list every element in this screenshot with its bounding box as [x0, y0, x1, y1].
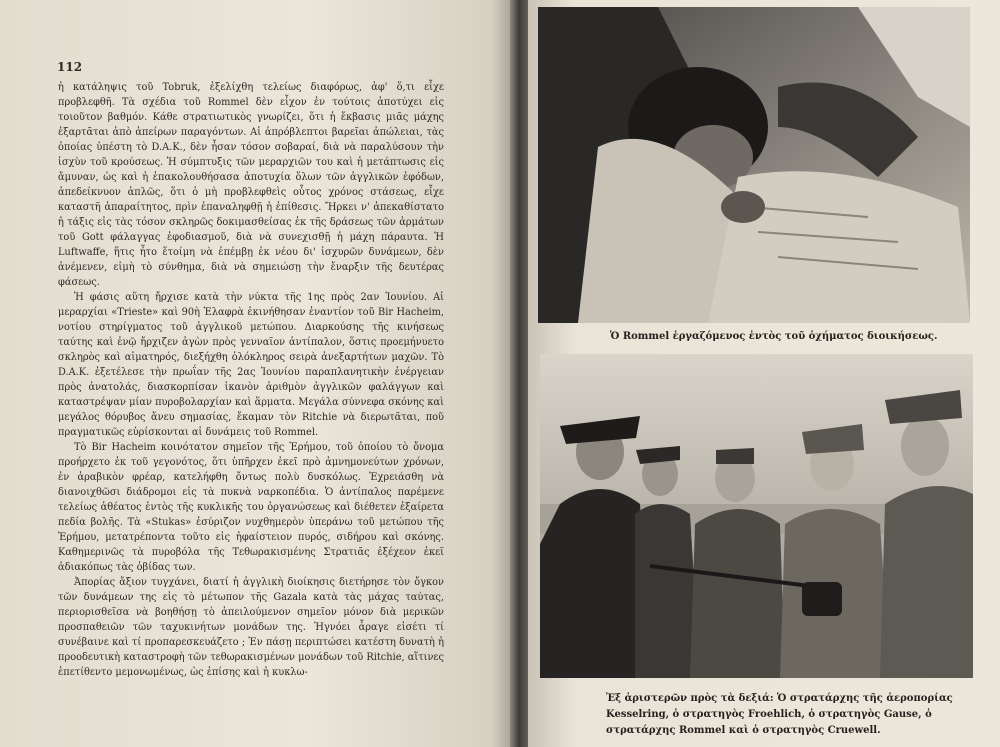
photo-caption-top: Ὁ Rommel ἐργαζόμενος ἐντὸς τοῦ ὀχήματος διοικήσεως. — [610, 331, 938, 342]
caption-line: Ἐξ ἀριστερῶν πρὸς τὰ δεξιά: Ὁ στρατάρχης τῆς ἀεροπορίας — [606, 693, 953, 704]
caption-line: Kesselring, ὁ στρατηγὸς Froehlich, ὁ στρατηγὸς Gause, ὁ — [606, 709, 932, 720]
page-number: 112 — [57, 60, 83, 74]
book-gutter — [510, 0, 530, 747]
photo-rommel-map — [538, 7, 970, 323]
paragraph: Τὸ Bir Hacheim κοινότατον σημεῖον τῆς Ἐρήμου, τοῦ ὁποίου τὸ ὄνομα προήρχετο ἐκ τοῦ γεγονότος, ὅτι ὑπῆρχεν ἐκεῖ πρὸ ἀμνημονεύτων χρόνων, ἐν ἀραβικὸν φρέαρ, κατελήφθη ὄντως πολὺ δυσκόλως. Ἐχρειάσθη νὰ διανοιχθῶσι διάδρομοι εἰς τὰ πυκνὰ ναρκοπέδια. Ὁ ἀντίπαλος παρέμενε τελείως ἀθέατος ἐντὸς τῆς κυκλικῆς του ὀργανώσεως καὶ διέθετεν ἐξαίρετα πεδία βολῆς. Τὰ «Stukas» ἐσύριζον νυχθημερὸν ὑπεράνω τοῦ μετώπου τῆς Ἐρήμου, μετατρέποντα τοῦτο εἰς ἡφαίστειον πυρός, σιδήρου καὶ σκόνης. Καθημερινῶς τὰ πυροβόλα τῆς Τεθωρακισμένης Στρατιᾶς ἐξέχεον ἐκεῖ ἀδιακόπως τὰς ὀβίδας των. — [58, 442, 444, 573]
paragraph: ἡ κατάληψις τοῦ Tobruk, ἐξελίχθη τελείως διαφόρως, ἀφ' ὅ,τι εἶχε προβλεφθῆ. Τὰ σχέδια τοῦ Rommel δὲν εἶχον ἐν τούτοις ἀποτύχει εἰς τοιοῦτον βαθμόν. Κάθε στρατιωτικὸς γνωρίζει, ὅτι ἡ ἔκβασις μιᾶς μάχης ἐξαρτᾶται ἀπὸ ἀπείρων παραγόντων. Αἱ ἀπρόβλεπτοι βαρεῖαι ἀπώλειαι, τὰς ὁποίας ὑπέστη τὸ D.A.K., δὲν ἦσαν τόσον σοβαραί, διὰ νὰ παραλύσουν τὴν ἰσχὺν τοῦ κρούσεως. Ἡ σύμπτυξις τῶν μεραρχιῶν του καὶ ἡ μετάπτωσις εἰς ἄμυναν, ὡς καὶ ἡ ἐπακολουθήσασα ἀποτυχία ὅλων τῶν ἀγγλικῶν ἐφόδων, ἀπεδείκνυον ἁπλῶς, ὅτι ὁ μὴ προβλεφθεὶς οὗτος χρόνος στάσεως, εἶχε καταστῆ ἀπαραίτητος, πρὶν ἐπαναληφθῇ ἡ ἐπίθεσις. Ἤρκει ν' ἀπεκαθίστατο ἡ τάξις εἰς τὰς τόσον σκληρῶς δοκιμασθείσας ἐκ τῆς δράσεως τῶν ἁρμάτων τοῦ Gott φάλαγγας ἐφοδιασμοῦ, διὰ νὰ συνεχισθῇ ἡ μάχη πάραυτα. Ἡ Luftwaffe, ἥτις ἦτο ἕτοίμη νὰ ἐπέμβῃ ἐκ νέου δι' ἰσχυρῶν δυνάμεων, δὲν ἀνέμενεν, εἰμὴ τὸ σύνθημα, διὰ νὰ σημειώσῃ τὴν ἔναρξιν τῆς δευτέρας φάσεως. — [58, 82, 444, 288]
paragraph: Ἀπορίας ἄξιον τυγχάνει, διατί ἡ ἀγγλικὴ διοίκησις διετήρησε τὸν ὄγκον τῶν δυνάμεων της εἰς τὸ μέτωπον τῆς Gazala κατὰ τὰς μάχας ταύτας, περιορισθεῖσα νὰ βοηθήσῃ τὸ ἀπειλούμενον σημεῖον μόνον διὰ μερικῶν προσπαθειῶν τῶν ταχυκινήτων μονάδων της. Ἠγνόει ἆραγε εἰσέτι τί συνέβαινε καὶ τί προπαρεσκευάζετο ; Ἐν πάσῃ περιπτώσει κατέστη δυνατὴ ἡ προοδευτικὴ καταστροφὴ τῶν τεθωρακισμένων μονάδων τοῦ Ritchie, αἵτινες ἐπετίθεντο μεμονωμένως, ὡς ἐπίσης καὶ ἡ κυκλω- — [58, 577, 444, 678]
photo-caption-bottom — [606, 691, 966, 739]
caption-line: στρατάρχης Rommel καὶ ὁ στρατηγὸς Cruewell. — [606, 725, 881, 736]
body-text — [58, 80, 444, 680]
photo-officers-group — [540, 354, 973, 678]
paragraph: Ἡ φάσις αὕτη ἤρχισε κατὰ τὴν νύκτα τῆς 1ης πρὸς 2αν Ἰουνίου. Αἱ μεραρχίαι «Trieste» καὶ 90ὴ Ἐλαφρὰ ἐκινήθησαν ἐναντίον τοῦ Bir Hacheim, νοτίου στηρίγματος τοῦ ἀγγλικοῦ μετώπου. Διαρκούσης τῆς κινήσεως ταύτης καὶ ἐνῷ ἤρχιζεν ἀγὼν πρὸς γενναῖον ἀντίπαλον, ὅστις προεμήνυετο σκληρὸς καὶ αἱματηρός, διεξήχθη ὁλόκληρος σειρὰ ἀνεξαρτήτων μαχῶν. Τὸ D.A.K. ἐξετέλεσε τὴν πρωΐαν τῆς 2ας Ἰουνίου παραπλανητικὴν ἐνέργειαν πρὸς ἀνατολάς, διασκορπίσαν ἱκανὸν ἀριθμὸν ἀγγλικῶν φαλάγγων καὶ καταστρέψαν μίαν πυροβολαρχίαν καὶ ἅρματα. Μεγάλα σύννεφα σκόνης καὶ μεγάλος θόρυβος ἄνευ σημασίας, ἔκαμαν τὸν Ritchie νὰ διερωτᾶται, ποῦ πραγματικῶς εὑρίσκονται αἱ δυνάμεις τοῦ Rommel. — [58, 292, 444, 438]
